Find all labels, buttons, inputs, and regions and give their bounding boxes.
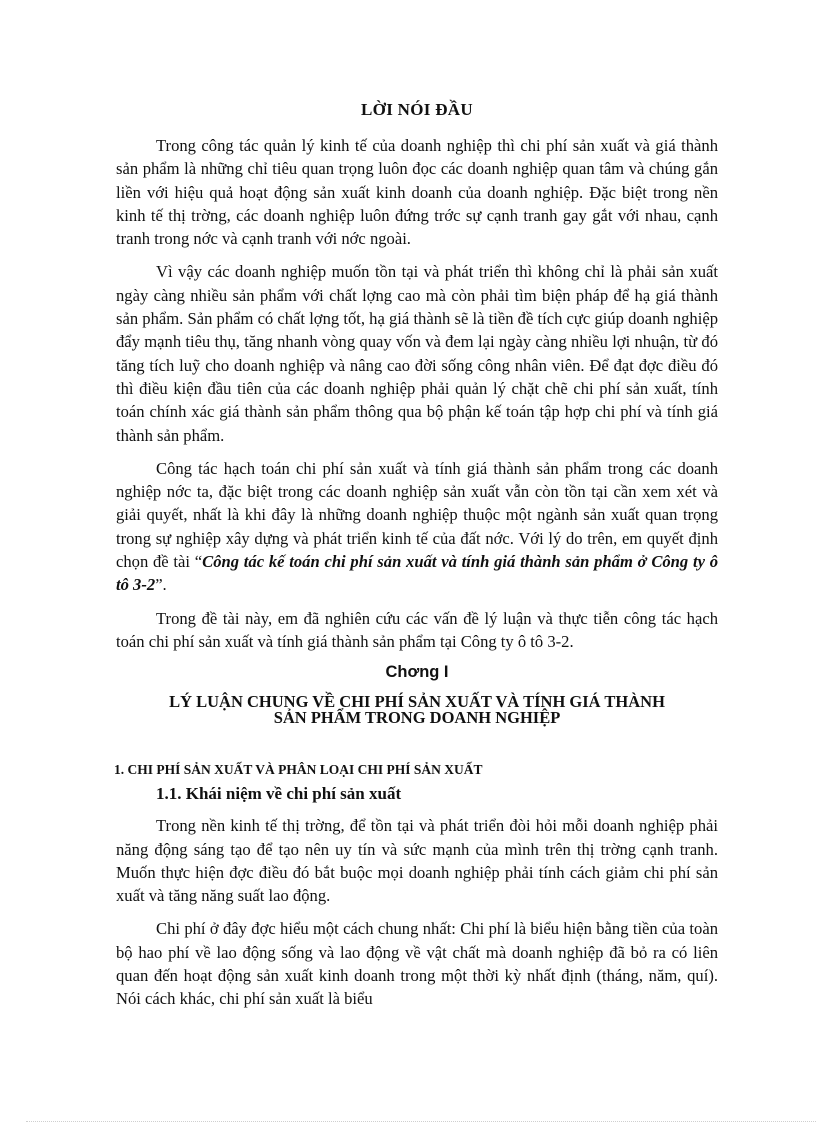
intro-paragraph-1: Trong công tác quản lý kinh tế của doanh nghiệp thì chi phí sản xuất và giá thành sản phẩm là những chỉ tiêu quan trọng luôn đọc các doanh nghiệp quan tâm và chúng gắn liền với hiệu quả hoạt động sản xuất kinh doanh của doanh nghiệp. Đặc biệt trong nền kinh tế thị trờng, các doanh nghiệp luôn đứng trớc sự cạnh tranh gay gắt với nhau, cạnh tranh trong nớc và cạnh tranh với nớc ngoài.	[116, 136, 718, 249]
topic-paragraph	[116, 457, 718, 597]
closing-paragraph: Trong đề tài này, em đã nghiên cứu các vấn đề lý luận và thực tiễn công tác hạch toán chi phí sản xuất và tính giá thành sản phẩm tại Công ty ô tô 3-2.	[116, 608, 718, 651]
topic-title: Công tác kế toán chi phí sản xuất và tính giá thành sản phẩm ở Công ty ô tô 3-2	[116, 552, 718, 595]
topic-text-after: ”.	[155, 575, 167, 595]
chapter-title	[116, 694, 718, 726]
intro-paragraph-2: Vì vậy các doanh nghiệp muốn tồn tại và phát triển thì không chỉ là phải sản xuất ngày càng nhiều sản phẩm với chất lợng cao mà còn phải tìm biện pháp để hạ giá thành sản phẩm. Sản phẩm có chất lợng tốt, hạ giá thành sẽ là tiền đề tích cực giúp doanh nghiệp đẩy mạnh tiêu thụ, tăng nhanh vòng quay vốn và đem lại ngày càng nhiều lợi nhuận, từ đó tăng tích luỹ cho doanh nghiệp và nâng cao đời sống công nhân viên. Để đạt đợc điều đó thì điều kiện đầu tiên của các doanh nghiệp phải quản lý chặt chẽ chi phí sản xuất, tính toán chính xác giá thành sản phẩm thông qua bộ phận kế toán tập hợp chi phí và tính giá thành sản phẩm.	[116, 262, 718, 445]
topic-text-before: Công tác hạch toán chi phí sản xuất và tính giá thành sản phẩm trong các doanh nghiệp nớc ta, đặc biệt trong các doanh nghiệp sản xuất vẫn còn tồn tại cần xem xét và giải quyết, nhất là khi đây là những doanh nghiệp thuộc một ngành sản xuất quan trọng trong sự nghiệp xây dựng và phát triển kinh tế của đất nớc. Với lý do trên, em quyết định chọn đề tài “	[116, 458, 718, 572]
chapter-title-line-1: LÝ LUẬN CHUNG VỀ CHI PHÍ SẢN XUẤT VÀ TÍNH GIÁ THÀNH	[169, 692, 665, 712]
body-paragraph-1: Trong nền kinh tế thị trờng, để tồn tại và phát triển đòi hỏi mỗi doanh nghiệp phải năng động sáng tạo để tạo nên uy tín và sức mạnh của mình trên thị trờng cạnh tranh. Muốn thực hiện đợc điều đó bắt buộc mọi doanh nghiệp phải tính cách giảm chi phí sản xuất và tăng năng suất lao động.	[116, 816, 718, 906]
document-title: LỜI NÓI ĐẦU	[361, 100, 473, 119]
document-page	[116, 100, 718, 1021]
chapter-label: Chơng I	[385, 663, 449, 682]
section-heading: 1. CHI PHÍ SẢN XUẤT VÀ PHÂN LOẠI CHI PHÍ SẢN XUẤT	[114, 762, 483, 778]
subsection-heading: 1.1. Khái niệm về chi phí sản xuất	[156, 784, 402, 804]
body-paragraph-2: Chi phí ở đây đợc hiểu một cách chung nhất: Chi phí là biểu hiện bằng tiền của toàn bộ hao phí về lao động sống và lao động về vật chất mà doanh nghiệp đã bỏ ra có liên quan đến hoạt động sản xuất kinh doanh trong một thời kỳ nhất định (tháng, năm, quí). Nói cách khác, chi phí sản xuất là biểu	[116, 919, 718, 1009]
page-bottom-border	[26, 1121, 816, 1122]
chapter-title-line-2: SẢN PHẨM TRONG DOANH NGHIỆP	[273, 708, 561, 728]
